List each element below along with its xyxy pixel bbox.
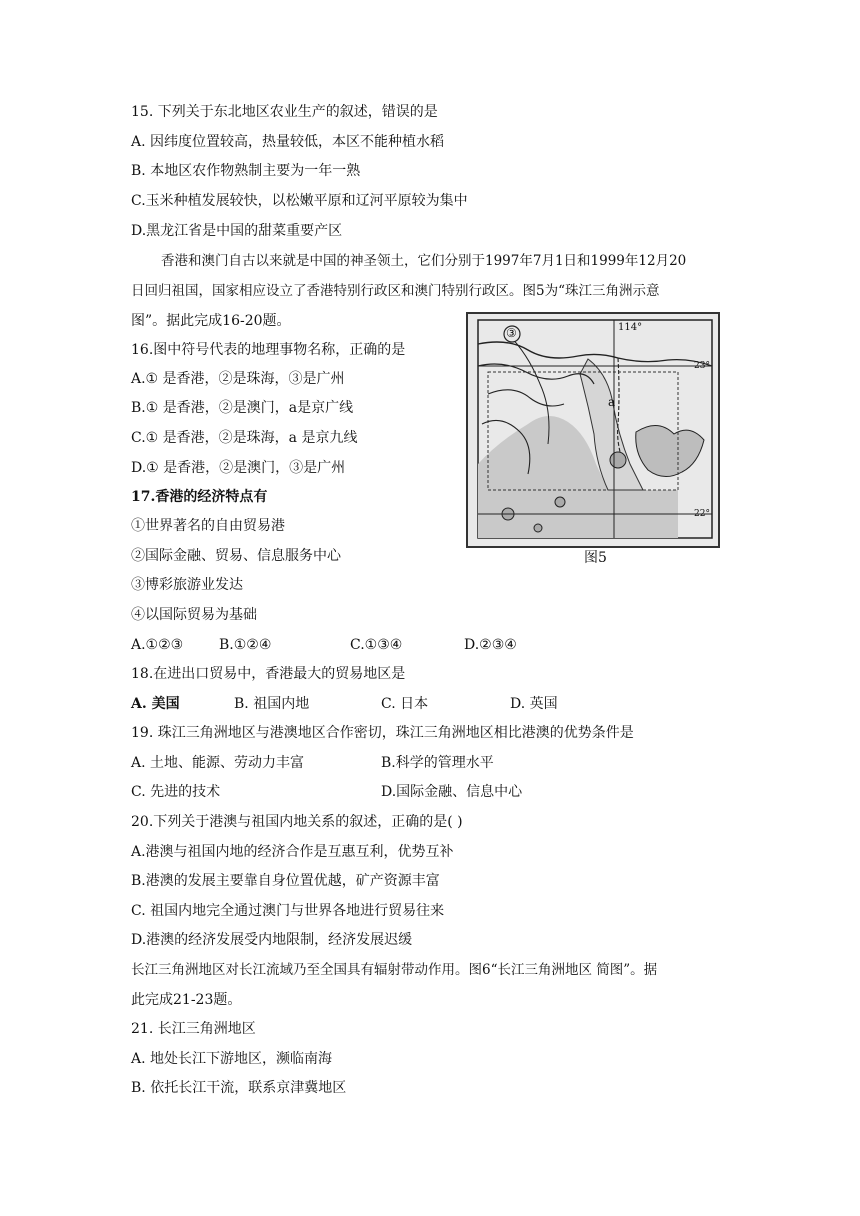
q19-option-b: B.科学的管理水平 [381, 755, 494, 771]
q17-statement-4: ④以国际贸易为基础 [131, 607, 257, 623]
q17-option-b: B.①②④ [219, 637, 272, 653]
q15-option-c: C.玉米种植发展较快，以松嫩平原和辽河平原较为集中 [131, 193, 468, 209]
passage2-line2: 此完成21-23题。 [131, 992, 242, 1008]
q16-option-c: C.① 是香港，②是珠海，a 是京九线 [131, 430, 358, 446]
figure5-caption: 图5 [584, 550, 607, 566]
q21-option-a: A. 地处长江下游地区，濒临南海 [131, 1051, 333, 1067]
q17-statement-1: ①世界著名的自由贸易港 [131, 518, 285, 534]
q16-stem: 16.图中符号代表的地理事物名称，正确的是 [131, 342, 406, 358]
q21-stem: 21. 长江三角洲地区 [131, 1021, 256, 1037]
q16-option-b: B.① 是香港，②是澳门，a是京广线 [131, 400, 354, 416]
q17-option-c: C.①③④ [350, 637, 403, 653]
passage1-line3: 图”。据此完成16-20题。 [131, 313, 291, 329]
q20-option-c: C. 祖国内地完全通过澳门与世界各地进行贸易往来 [131, 903, 445, 919]
q20-option-d: D.港澳的经济发展受内地限制，经济发展迟缓 [131, 932, 413, 948]
q17-statement-3: ③博彩旅游业发达 [131, 577, 243, 593]
figure5-map [466, 312, 720, 548]
q17-stem: 17.香港的经济特点有 [131, 489, 268, 505]
map-label-a: a [608, 395, 616, 409]
q15-option-a: A. 因纬度位置较高，热量较低，本区不能种植水稻 [131, 134, 445, 150]
q18-option-c: C. 日本 [381, 696, 429, 712]
pearl-river-delta-map [468, 314, 718, 546]
q17-statement-2: ②国际金融、贸易、信息服务中心 [131, 548, 341, 564]
q15-option-d: D.黑龙江省是中国的甜菜重要产区 [131, 223, 343, 239]
q17-option-a: A.①②③ [131, 637, 184, 653]
passage2-line1: 长江三角洲地区对长江流域乃至全国具有辐射带动作用。图6“长江三角洲地区 简图”。据 [131, 962, 658, 978]
q18-option-b: B. 祖国内地 [234, 696, 310, 712]
q16-option-a: A.① 是香港，②是珠海，③是广州 [131, 371, 345, 387]
q21-option-b: B. 依托长江干流，联系京津冀地区 [131, 1080, 347, 1096]
q19-option-d: D.国际金融、信息中心 [381, 784, 523, 800]
q18-option-a: A. 美国 [131, 696, 180, 712]
map-label-longitude: 114° [618, 322, 643, 333]
q20-stem: 20.下列关于港澳与祖国内地关系的叙述，正确的是( ) [131, 814, 463, 830]
map-label-lat-23: 23° [694, 361, 710, 371]
map-label-circle3: ③ [506, 326, 517, 340]
q19-option-c: C. 先进的技术 [131, 784, 221, 800]
map-label-lat-22: 22° [694, 509, 710, 519]
q17-option-d: D.②③④ [464, 637, 517, 653]
q20-option-a: A.港澳与祖国内地的经济合作是互惠互利，优势互补 [131, 844, 454, 860]
q15-option-b: B. 本地区农作物熟制主要为一年一熟 [131, 163, 361, 179]
q18-option-d: D. 英国 [510, 696, 558, 712]
q19-option-a: A. 土地、能源、劳动力丰富 [131, 755, 305, 771]
passage1-line2: 日回归祖国，国家相应设立了香港特别行政区和澳门特别行政区。图5为“珠江三角洲示意 [131, 283, 660, 299]
q15-stem: 15. 下列关于东北地区农业生产的叙述，错误的是 [131, 104, 438, 120]
q20-option-b: B.港澳的发展主要靠自身位置优越，矿产资源丰富 [131, 873, 440, 889]
q18-stem: 18.在进出口贸易中，香港最大的贸易地区是 [131, 666, 406, 682]
q19-stem: 19. 珠江三角洲地区与港澳地区合作密切，珠江三角洲地区相比港澳的优势条件是 [131, 725, 634, 741]
passage1-line1: 香港和澳门自古以来就是中国的神圣领土，它们分别于1997年7月1日和1999年12月20 [161, 253, 687, 269]
q16-option-d: D.① 是香港，②是澳门，③是广州 [131, 460, 346, 476]
